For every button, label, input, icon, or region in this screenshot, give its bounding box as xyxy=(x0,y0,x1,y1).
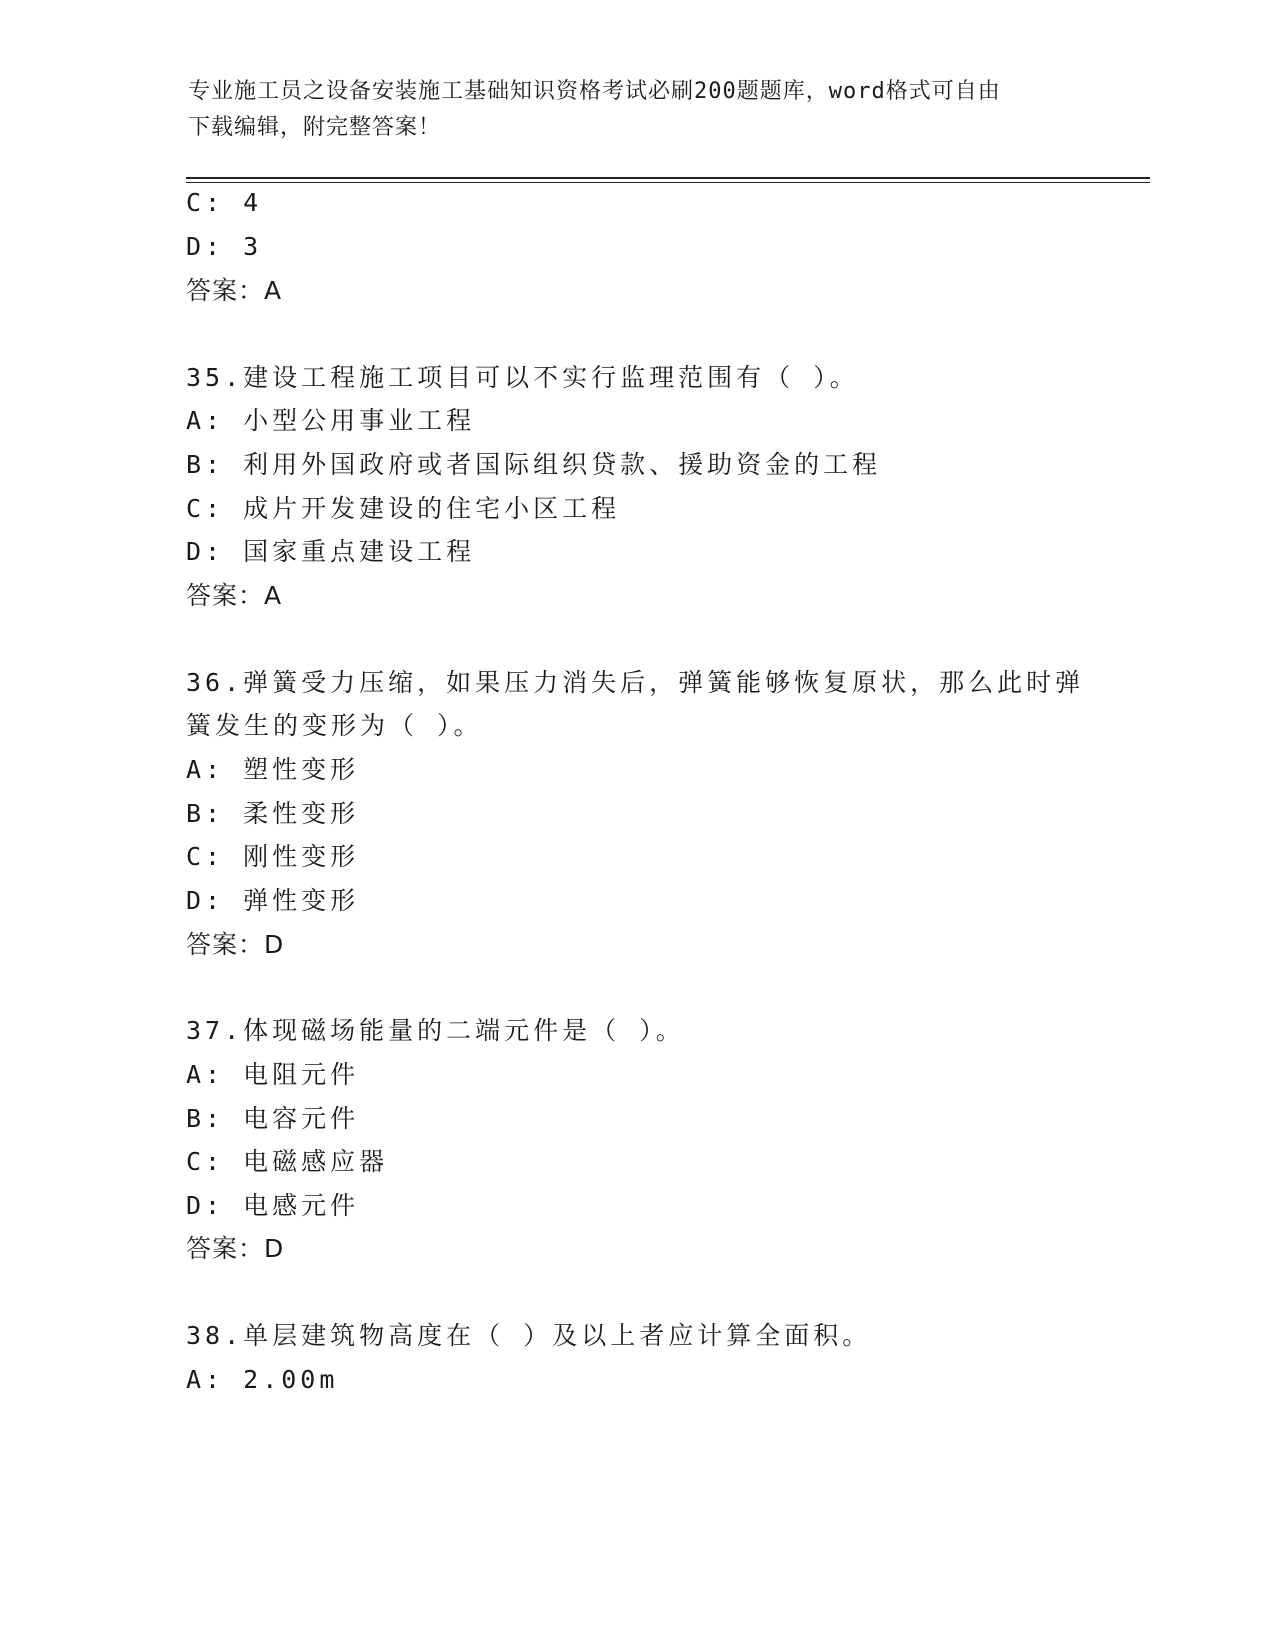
q35-answer: 答案：A xyxy=(186,581,283,610)
q37-option-b: B: 电容元件 xyxy=(186,1104,360,1133)
prev-option-d: D: 3 xyxy=(186,232,263,261)
header-line-1: 专业施工员之设备安装施工基础知识资格考试必刷200题题库，word格式可自由 xyxy=(188,79,1001,104)
q38-stem: 38.单层建筑物高度在（ ）及以上者应计算全面积。 xyxy=(186,1321,872,1350)
q37-option-a: A: 电阻元件 xyxy=(186,1060,360,1089)
q35-option-c: C: 成片开发建设的住宅小区工程 xyxy=(186,494,621,523)
document-header xyxy=(188,74,1088,146)
q35-option-d: D: 国家重点建设工程 xyxy=(186,537,476,566)
q36-option-d: D: 弹性变形 xyxy=(186,886,360,915)
q35-option-b: B: 利用外国政府或者国际组织贷款、援助资金的工程 xyxy=(186,450,882,479)
q37-stem: 37.体现磁场能量的二端元件是（ ）。 xyxy=(186,1016,685,1045)
header-rule-thick xyxy=(186,177,1150,179)
q37-option-c: C: 电磁感应器 xyxy=(186,1147,389,1176)
q35-option-a: A: 小型公用事业工程 xyxy=(186,406,476,435)
prev-option-c: C: 4 xyxy=(186,188,263,217)
q36-stem-line-1: 36.弹簧受力压缩，如果压力消失后，弹簧能够恢复原状，那么此时弹 xyxy=(186,668,1085,697)
q36-stem-line-2: 簧发生的变形为（ ）。 xyxy=(186,711,483,740)
header-line-2: 下载编辑，附完整答案！ xyxy=(188,115,442,140)
q36-answer: 答案：D xyxy=(186,930,285,959)
header-rule-thin xyxy=(186,182,1150,183)
q38-option-a: A: 2.00m xyxy=(186,1365,339,1394)
q36-option-b: B: 柔性变形 xyxy=(186,799,360,828)
prev-answer: 答案：A xyxy=(186,276,283,305)
q37-option-d: D: 电感元件 xyxy=(186,1191,360,1220)
q36-option-a: A: 塑性变形 xyxy=(186,755,360,784)
q35-stem: 35.建设工程施工项目可以不实行监理范围有（ ）。 xyxy=(186,363,859,392)
q37-answer: 答案：D xyxy=(186,1234,285,1263)
q36-option-c: C: 刚性变形 xyxy=(186,842,360,871)
